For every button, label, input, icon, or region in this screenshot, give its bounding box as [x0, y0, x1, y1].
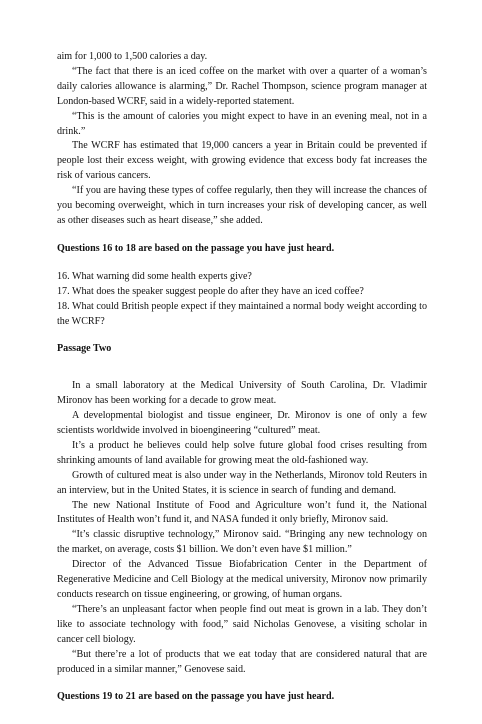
- question-16: 16. What warning did some health experts give?: [57, 270, 252, 282]
- paragraph: “There’s an unpleasant factor when people find out meat is grown in a lab. They don’t like to associate technology with food,” said Nicholas Genovese, a visiting scholar in cancer cell biology.: [57, 603, 427, 645]
- paragraph: “This is the amount of calories you might expect to have in an evening meal, not in a drink.”: [57, 110, 427, 137]
- paragraph: The WCRF has estimated that 19,000 cancers a year in Britain could be prevented if people lost their excess weight, with growing evidence that excess body fat increases the risk of various cancers.: [57, 140, 427, 182]
- paragraph: In a small laboratory at the Medical University of South Carolina, Dr. Vladimir Mironov has been working for a decade to grow meat.: [57, 380, 427, 407]
- paragraph: Director of the Advanced Tissue Biofabrication Center in the Department of Regenerative Medicine and Cell Biology at the medical university, Mironov now primarily conducts research on tissue engineering, or growing, of human organs.: [57, 559, 427, 600]
- paragraph: “The fact that there is an iced coffee on the market with over a quarter of a woman’s daily calories allowance is alarming,” Dr. Rachel Thompson, science program manager at London-based WCRF, said in a widely-reported statement.: [57, 65, 427, 107]
- paragraph: aim for 1,000 to 1,500 calories a day.: [57, 51, 208, 62]
- paragraph: “It’s classic disruptive technology,” Mironov said. “Bringing any new technology on the market, on average, costs $1 billion. We don’t even have $1 million.”: [57, 529, 427, 556]
- document-page: [57, 50, 427, 705]
- questions-19-21-heading: Questions 19 to 21 are based on the passage you have just heard.: [57, 691, 335, 703]
- paragraph: Growth of cultured meat is also under way in the Netherlands, Mironov told Reuters in an interview, but in the United States, it is science in search of funding and demand.: [57, 469, 427, 496]
- paragraph: The new National Institute of Food and Agriculture won’t fund it, the National Institutes of Health won’t fund it, and NASA funded it only briefly, Mironov said.: [57, 499, 427, 526]
- question-18: 18. What could British people expect if they maintained a normal body weight according to the WCRF?: [57, 300, 427, 327]
- questions-16-18-heading: Questions 16 to 18 are based on the passage you have just heard.: [57, 242, 335, 254]
- question-17: 17. What does the speaker suggest people do after they have an iced coffee?: [57, 285, 364, 297]
- paragraph: “If you are having these types of coffee regularly, then they will increase the chances of you becoming overweight, which in turn increases your risk of developing cancer, as well as other diseases such as heart disease,” she added.: [57, 185, 427, 226]
- paragraph: A developmental biologist and tissue engineer, Dr. Mironov is one of only a few scientists worldwide involved in bioengineering “cultured” meat.: [57, 410, 427, 437]
- paragraph: “But there’re a lot of products that we eat today that are considered natural that are produced in a similar manner,” Genovese said.: [57, 648, 427, 675]
- paragraph: It’s a product he believes could help solve future global food crises resulting from shrinking amounts of land available for growing meat the old-fashioned way.: [57, 439, 427, 466]
- passage-two-title: Passage Two: [57, 343, 112, 355]
